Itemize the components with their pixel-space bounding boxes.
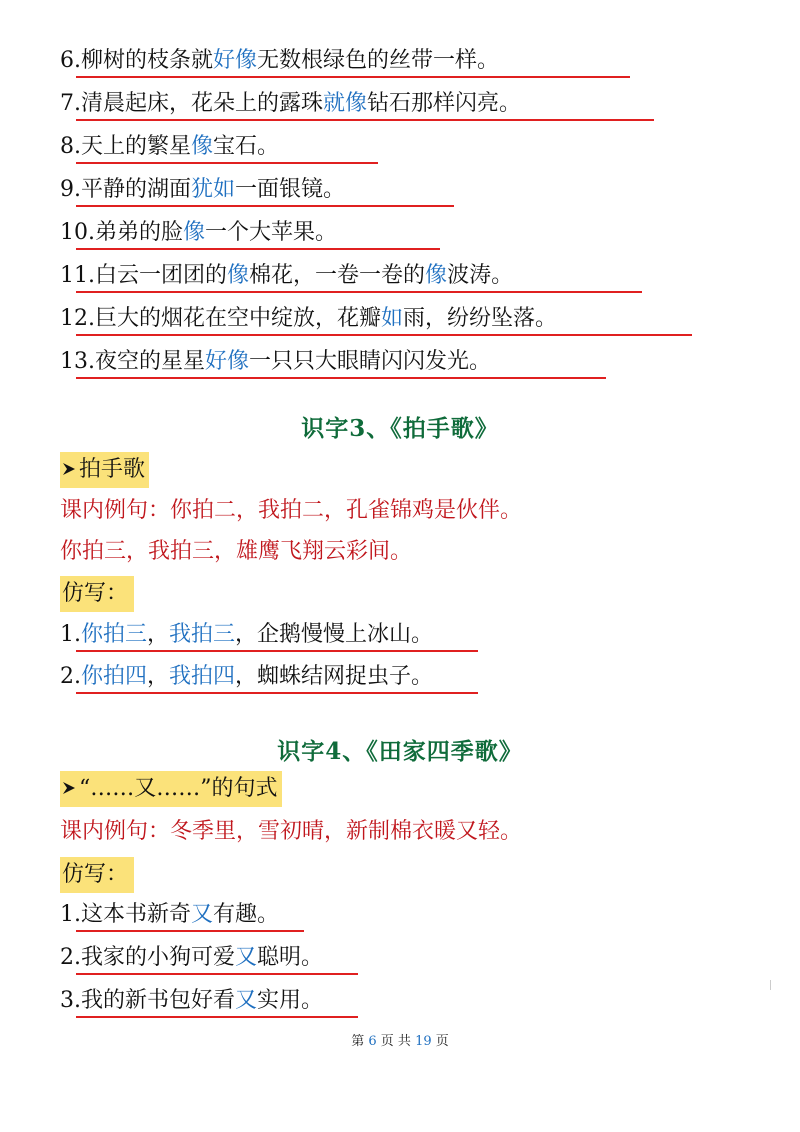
sentence-text: 棉花，一卷一卷的	[249, 263, 426, 288]
keyword: 你拍四	[81, 664, 148, 689]
keyword: 好像	[213, 48, 258, 73]
footer-mid: 页 共	[380, 1034, 411, 1049]
keyword: 你拍三	[81, 622, 148, 647]
item-number: 2.	[60, 945, 81, 970]
section-heading	[0, 733, 800, 766]
underline	[76, 248, 440, 250]
sentence-text: ，蜘蛛结网捉虫子。	[235, 664, 434, 689]
footer-suffix: 页	[435, 1034, 449, 1049]
underline	[76, 291, 642, 293]
sentence-text: 有趣。	[213, 902, 280, 927]
keyword: 我拍四	[169, 664, 236, 689]
sentence-text: 雨，纷纷坠落。	[403, 306, 558, 331]
item-number: 11.	[60, 263, 95, 288]
underline	[76, 119, 654, 121]
sentence-text: 天上的繁星	[81, 134, 192, 159]
sentence-text: 一面银镜。	[235, 177, 346, 202]
sentence-text: 我家的小狗可爱	[81, 945, 236, 970]
item-number: 12.	[60, 306, 95, 331]
page-footer	[0, 1030, 800, 1049]
topic-text: “……又……”的句式	[79, 776, 278, 801]
item-number: 8.	[60, 134, 81, 159]
item-number: 10.	[60, 220, 95, 245]
keyword: 像	[425, 263, 448, 288]
sentence-text: 一只只大眼睛闪闪发光。	[249, 349, 492, 374]
imitate-text: 仿写：	[62, 862, 129, 887]
sentence-text: 夜空的星星	[95, 349, 206, 374]
simile-line	[60, 345, 491, 379]
sentence-text: 钻石那样闪亮。	[367, 91, 522, 116]
topic-label	[60, 452, 149, 488]
imitation-line	[60, 984, 323, 1018]
topic-label	[60, 771, 282, 807]
example-sentence: 课内例句：冬季里，雪初晴，新制棉衣暖又轻。	[60, 819, 523, 844]
keyword: 就像	[323, 91, 368, 116]
imitation-line	[60, 941, 323, 975]
scan-mark	[770, 980, 771, 990]
section-title: 识字4、《田家四季歌》	[277, 738, 523, 765]
simile-line	[60, 216, 337, 250]
underline	[76, 973, 358, 975]
simile-line	[60, 130, 279, 164]
page-number: 6	[368, 1034, 377, 1049]
item-number: 9.	[60, 177, 81, 202]
punctuation: ，	[147, 622, 170, 647]
sentence-text: 清晨起床，花朵上的露珠	[81, 91, 324, 116]
sentence-text: 柳树的枝条就	[81, 48, 214, 73]
arrow-icon	[62, 781, 76, 795]
sentence-text: 白云一团团的	[95, 263, 228, 288]
sentence-text: 波涛。	[447, 263, 514, 288]
imitation-line	[60, 618, 433, 652]
keyword: 又	[235, 988, 258, 1013]
simile-line	[60, 87, 521, 121]
sentence-text: 这本书新奇	[81, 902, 192, 927]
imitate-label	[60, 857, 134, 893]
sentence-text: 无数根绿色的丝带一样。	[257, 48, 500, 73]
sentence-text: 聪明。	[257, 945, 324, 970]
section-heading	[0, 410, 800, 443]
underline	[76, 334, 692, 336]
example-sentence: 你拍三，我拍三，雄鹰飞翔云彩间。	[60, 539, 413, 564]
underline	[76, 650, 478, 652]
keyword: 像	[191, 134, 214, 159]
simile-line	[60, 302, 557, 336]
keyword: 如	[381, 306, 404, 331]
item-number: 13.	[60, 349, 95, 374]
underline	[76, 1016, 358, 1018]
underline	[76, 205, 454, 207]
punctuation: ，	[147, 664, 170, 689]
simile-line	[60, 259, 513, 293]
keyword: 像	[183, 220, 206, 245]
keyword: 好像	[205, 349, 250, 374]
underline	[76, 377, 606, 379]
underline	[76, 162, 378, 164]
imitate-label	[60, 576, 134, 612]
keyword: 又	[235, 945, 258, 970]
sentence-text: 平静的湖面	[81, 177, 192, 202]
keyword: 又	[191, 902, 214, 927]
item-number: 3.	[60, 988, 81, 1013]
keyword: 我拍三	[169, 622, 236, 647]
simile-line	[60, 173, 345, 207]
sentence-text: 宝石。	[213, 134, 280, 159]
item-number: 1.	[60, 622, 81, 647]
item-number: 2.	[60, 664, 81, 689]
underline	[76, 930, 304, 932]
keyword: 犹如	[191, 177, 236, 202]
sentence-text: 弟弟的脸	[95, 220, 184, 245]
arrow-icon	[62, 462, 76, 476]
total-pages: 19	[415, 1034, 432, 1049]
item-number: 1.	[60, 902, 81, 927]
simile-line	[60, 44, 499, 78]
item-number: 7.	[60, 91, 81, 116]
sentence-text: 实用。	[257, 988, 324, 1013]
keyword: 像	[227, 263, 250, 288]
imitation-line	[60, 660, 433, 694]
sentence-text: 一个大苹果。	[205, 220, 338, 245]
item-number: 6.	[60, 48, 81, 73]
sentence-text: ，企鹅慢慢上冰山。	[235, 622, 434, 647]
footer-prefix: 第	[351, 1034, 365, 1049]
sentence-text: 我的新书包好看	[81, 988, 236, 1013]
section-title: 识字3、《拍手歌》	[301, 415, 499, 442]
underline	[76, 692, 478, 694]
topic-text: 拍手歌	[79, 457, 146, 482]
underline	[76, 76, 630, 78]
sentence-text: 巨大的烟花在空中绽放，花瓣	[95, 306, 382, 331]
imitate-text: 仿写：	[62, 581, 129, 606]
example-sentence: 课内例句：你拍二，我拍二，孔雀锦鸡是伙伴。	[60, 498, 523, 523]
imitation-line	[60, 898, 279, 932]
